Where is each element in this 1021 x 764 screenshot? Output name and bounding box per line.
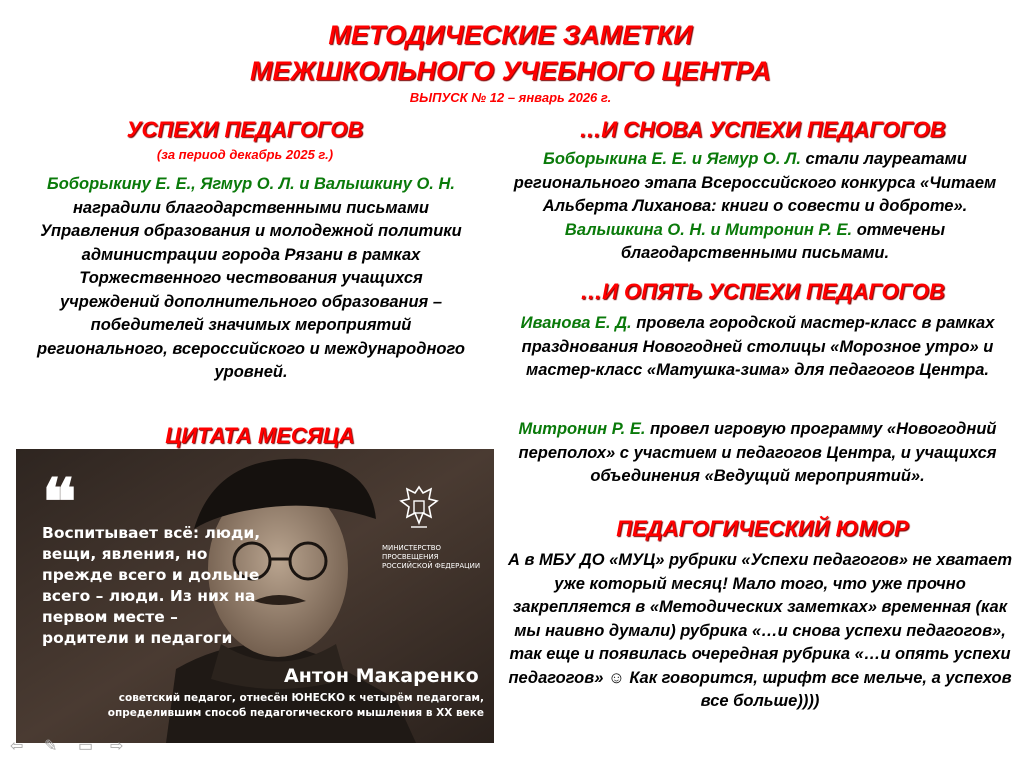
pen-tool-button[interactable]: ✎ <box>44 738 58 755</box>
quote-line: вещи, явления, но <box>42 545 208 563</box>
teacher-names: Боборыкину Е. Е., Ягмур О. Л. и Валышкину О. Н. <box>47 175 455 193</box>
quote-author: Антон Макаренко <box>284 665 479 687</box>
section-heading-again-successes: …И СНОВА УСПЕХИ ПЕДАГОГОВ <box>579 117 946 142</box>
author-description-line: советский педагог, отнесён ЮНЕСКО к четырём педагогам, <box>118 692 484 704</box>
masterclass-text <box>505 312 1010 383</box>
quote-line: Воспитывает всё: люди, <box>42 524 261 542</box>
ministry-label <box>382 544 492 571</box>
author-description-line: определившим способ педагогического мышления в XX веке <box>107 707 484 719</box>
section-heading-quote: ЦИТАТА МЕСЯЦА <box>165 423 355 448</box>
teacher-names: Валышкина О. Н. и Митронин Р. Е. <box>564 220 853 239</box>
section-heading-successes: УСПЕХИ ПЕДАГОГОВ <box>126 117 364 142</box>
section-heading-once-more-successes: …И ОПЯТЬ УСПЕХИ ПЕДАГОГОВ <box>580 279 945 304</box>
ministry-line: МИНИСТЕРСТВО <box>382 544 442 552</box>
eagle-emblem-icon <box>397 483 441 533</box>
issue-label: ВЫПУСК № 12 – январь 2026 г. <box>409 90 612 105</box>
newsletter-title-line2: МЕЖШКОЛЬНОГО УЧЕБНОГО ЦЕНТРА <box>250 56 771 86</box>
teacher-names: Митронин Р. Е. <box>518 420 646 438</box>
quote-text <box>42 523 262 649</box>
quote-line: прежде всего и дольше <box>42 566 260 584</box>
left-successes-text <box>28 173 474 385</box>
game-program-text <box>505 418 1010 489</box>
quote-line: первом месте – <box>42 608 178 626</box>
quote-line: всего – люди. Из них на <box>42 587 256 605</box>
ministry-line: РОССИЙСКОЙ ФЕДЕРАЦИИ <box>382 562 481 570</box>
ministry-line: ПРОСВЕЩЕНИЯ <box>382 553 439 561</box>
again-successes-text <box>496 148 1014 266</box>
quote-mark-icon: ❝ <box>42 465 77 540</box>
letters-description: отмечены благодарственными письмами. <box>620 220 946 262</box>
quote-card-image <box>16 449 494 743</box>
award-description: наградили благодарственными письмами Управления образования и молодежной политики администрации города Рязани в рамках Торжественного чествования учащихся учреждений дополнительного образования – победителей значимых мероприятий регионального, всероссийского и международного уровней. <box>37 198 465 381</box>
prev-slide-button[interactable]: ⇦ <box>10 738 24 755</box>
quote-line: родители и педагоги <box>42 629 233 647</box>
next-slide-button[interactable]: ⇨ <box>110 738 124 755</box>
teacher-names: Боборыкина Е. Е. и Ягмур О. Л. <box>543 150 801 168</box>
slide-menu-button[interactable]: ▭ <box>78 738 94 755</box>
newsletter-title-line1: МЕТОДИЧЕСКИЕ ЗАМЕТКИ <box>328 20 693 50</box>
period-label: (за период декабрь 2025 г.) <box>156 147 334 162</box>
game-program-description: провел игровую программу «Новогодний переполох» с участием и педагогов Центра, и учащихся объединения «Ведущий мероприятий». <box>518 420 997 485</box>
humor-text: А в МБУ ДО «МУЦ» рубрики «Успехи педагогов» не хватает уже который месяц! Мало того, что уже прочно закрепляется в «Методических заметках» временная (как мы наивно думали) рубрика «…и снова успехи педагогов», так еще и появилась очередная рубрика «…и опять успехи педагогов» ☺ Как говорится, шрифт все мельче, а успехов все больше)))) <box>507 551 1013 710</box>
author-description <box>76 691 484 721</box>
laureate-description: стали лауреатами регионального этапа Всероссийского конкурса «Читаем Альберта Лиханова: книги о совести и доброте». <box>513 150 997 215</box>
masterclass-description: провела городской мастер-класс в рамках празднования Новогодней столицы «Морозное утро» и мастер-класс «Матушка-зима» для педагогов Центра. <box>521 314 995 379</box>
section-heading-humor: ПЕДАГОГИЧЕСКИЙ ЮМОР <box>616 516 909 541</box>
teacher-names: Иванова Е. Д. <box>520 314 632 332</box>
